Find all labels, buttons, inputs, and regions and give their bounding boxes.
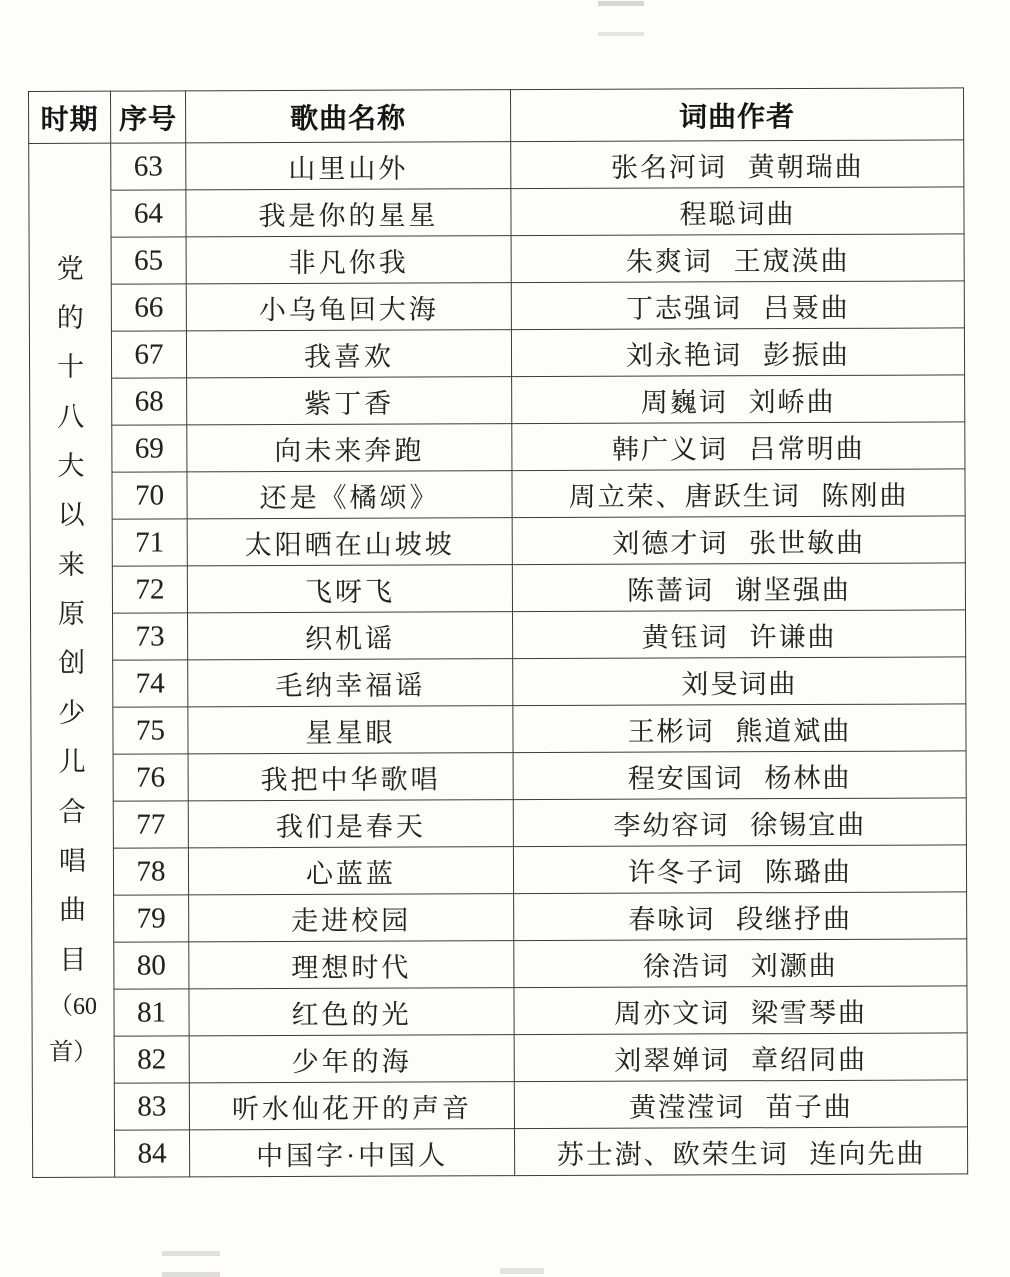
song-authors: 许冬子词 陈璐曲 bbox=[513, 845, 966, 894]
table-row bbox=[29, 140, 964, 191]
period-char: 少 bbox=[58, 697, 86, 728]
table-row bbox=[30, 563, 965, 614]
row-number: 79 bbox=[114, 895, 189, 942]
song-authors: 春咏词 段继抒曲 bbox=[514, 892, 967, 941]
song-authors: 李幼容词 徐锡宜曲 bbox=[513, 798, 966, 847]
table-row bbox=[32, 939, 967, 990]
song-name: 走进校园 bbox=[189, 894, 514, 942]
song-name: 非凡你我 bbox=[186, 236, 511, 284]
header-row bbox=[29, 88, 964, 144]
period-char: 以 bbox=[57, 500, 85, 531]
period-char: 八 bbox=[57, 401, 85, 432]
header-song-name: 歌曲名称 bbox=[186, 90, 511, 143]
song-name: 少年的海 bbox=[189, 1035, 514, 1083]
period-char: 曲 bbox=[59, 894, 87, 926]
table-row bbox=[29, 281, 964, 332]
row-number: 63 bbox=[111, 143, 186, 190]
row-number: 78 bbox=[113, 848, 188, 895]
table-row bbox=[31, 798, 966, 849]
row-number: 68 bbox=[112, 378, 187, 425]
row-number: 71 bbox=[112, 519, 187, 566]
period-char: 十 bbox=[57, 352, 85, 383]
header-authors: 词曲作者 bbox=[510, 88, 963, 142]
song-authors: 程安国词 杨林曲 bbox=[513, 751, 966, 800]
song-name: 我是你的星星 bbox=[186, 189, 511, 237]
song-name: 星星眼 bbox=[188, 706, 513, 754]
song-name: 小乌龟回大海 bbox=[186, 283, 511, 331]
song-name: 我喜欢 bbox=[186, 330, 511, 378]
row-number: 76 bbox=[113, 754, 188, 801]
period-char: 创 bbox=[58, 648, 86, 679]
song-authors: 徐浩词 刘灏曲 bbox=[514, 939, 967, 988]
table-row bbox=[31, 610, 966, 661]
period-char: 党 bbox=[56, 253, 84, 284]
row-number: 80 bbox=[114, 942, 189, 989]
row-number: 65 bbox=[111, 237, 186, 284]
row-number: 70 bbox=[112, 472, 187, 519]
period-char: （60 bbox=[48, 993, 98, 1020]
period-char: 大 bbox=[57, 450, 85, 481]
period-vertical-label bbox=[30, 254, 114, 1066]
song-name: 中国字·中国人 bbox=[189, 1129, 514, 1177]
song-authors: 程聪词曲 bbox=[511, 187, 964, 236]
table-body bbox=[29, 140, 968, 1178]
song-authors: 王彬词 熊道斌曲 bbox=[513, 704, 966, 753]
table-row bbox=[30, 422, 965, 473]
row-number: 64 bbox=[111, 190, 186, 237]
song-authors: 周巍词 刘峤曲 bbox=[512, 375, 965, 424]
song-name: 理想时代 bbox=[189, 941, 514, 989]
row-number: 73 bbox=[113, 613, 188, 660]
song-name: 山里山外 bbox=[186, 142, 511, 190]
song-name: 飞呀飞 bbox=[187, 565, 512, 613]
row-number: 81 bbox=[114, 989, 189, 1036]
row-number: 77 bbox=[113, 801, 188, 848]
header-period: 时期 bbox=[29, 91, 111, 143]
song-name: 我们是春天 bbox=[188, 800, 513, 848]
table-row bbox=[31, 657, 966, 708]
row-number: 84 bbox=[114, 1130, 189, 1177]
song-name: 织机谣 bbox=[188, 612, 513, 660]
song-list-table bbox=[28, 87, 968, 1178]
period-char: 的 bbox=[56, 302, 84, 333]
song-authors: 韩广义词 吕常明曲 bbox=[512, 422, 965, 471]
song-authors: 朱爽词 王宬渶曲 bbox=[511, 234, 964, 283]
scan-artifact-bottom-center bbox=[500, 1268, 544, 1274]
period-char: 来 bbox=[57, 549, 85, 580]
song-authors: 刘德才词 张世敏曲 bbox=[512, 516, 965, 565]
song-authors: 张名河词 黄朝瑞曲 bbox=[511, 140, 964, 189]
song-authors: 陈蔷词 谢坚强曲 bbox=[512, 563, 965, 612]
period-char: 原 bbox=[57, 598, 86, 630]
table-row bbox=[29, 187, 964, 238]
song-name: 向未来奔跑 bbox=[187, 424, 512, 472]
table-row bbox=[32, 1080, 967, 1131]
row-number: 74 bbox=[113, 660, 188, 707]
period-char: 唱 bbox=[58, 845, 87, 876]
song-name: 红色的光 bbox=[189, 988, 514, 1036]
song-authors: 黄滢滢词 苗子曲 bbox=[514, 1080, 967, 1129]
table-row bbox=[32, 1127, 967, 1178]
song-name: 还是《橘颂》 bbox=[187, 471, 512, 519]
song-authors: 周亦文词 梁雪琴曲 bbox=[514, 986, 967, 1035]
song-name: 我把中华歌唱 bbox=[188, 753, 513, 801]
period-char: 合 bbox=[58, 796, 86, 827]
table-row bbox=[32, 986, 967, 1037]
table-row bbox=[31, 704, 966, 755]
table-row bbox=[29, 328, 964, 379]
song-authors: 刘翠婵词 章绍同曲 bbox=[514, 1033, 967, 1082]
period-char: 目 bbox=[59, 944, 87, 975]
table-row bbox=[30, 469, 965, 520]
song-authors: 周立荣、唐跃生词 陈刚曲 bbox=[512, 469, 965, 518]
row-number: 82 bbox=[114, 1036, 189, 1083]
table-row bbox=[31, 845, 966, 896]
song-name: 紫丁香 bbox=[187, 377, 512, 425]
table-row bbox=[32, 1033, 967, 1084]
period-char: 首） bbox=[49, 1039, 98, 1067]
row-number: 67 bbox=[111, 331, 186, 378]
song-authors: 丁志强词 吕聂曲 bbox=[511, 281, 964, 330]
table-row bbox=[31, 751, 966, 802]
scan-artifact-top bbox=[598, 1, 644, 36]
song-authors: 刘旻词曲 bbox=[513, 657, 966, 706]
header-number: 序号 bbox=[111, 91, 186, 143]
song-name: 心蓝蓝 bbox=[188, 847, 513, 895]
table-row bbox=[32, 892, 967, 943]
table-row bbox=[30, 375, 965, 426]
row-number: 83 bbox=[114, 1083, 189, 1130]
song-authors: 刘永艳词 彭振曲 bbox=[511, 328, 964, 377]
period-char: 儿 bbox=[58, 746, 86, 778]
table-row bbox=[30, 516, 965, 567]
row-number: 69 bbox=[112, 425, 187, 472]
row-number: 72 bbox=[112, 566, 187, 613]
row-number: 66 bbox=[111, 284, 186, 331]
scan-artifact-bottom-left bbox=[162, 1251, 220, 1277]
song-name: 毛纳幸福谣 bbox=[188, 659, 513, 707]
song-name: 太阳晒在山坡坡 bbox=[187, 518, 512, 566]
song-name: 听水仙花开的声音 bbox=[189, 1082, 514, 1130]
table-container bbox=[28, 87, 968, 1178]
song-authors: 苏士澍、欧荣生词 连向先曲 bbox=[514, 1127, 967, 1176]
song-authors: 黄钰词 许谦曲 bbox=[513, 610, 966, 659]
period-cell bbox=[29, 143, 115, 1177]
table-row bbox=[29, 234, 964, 285]
row-number: 75 bbox=[113, 707, 188, 754]
